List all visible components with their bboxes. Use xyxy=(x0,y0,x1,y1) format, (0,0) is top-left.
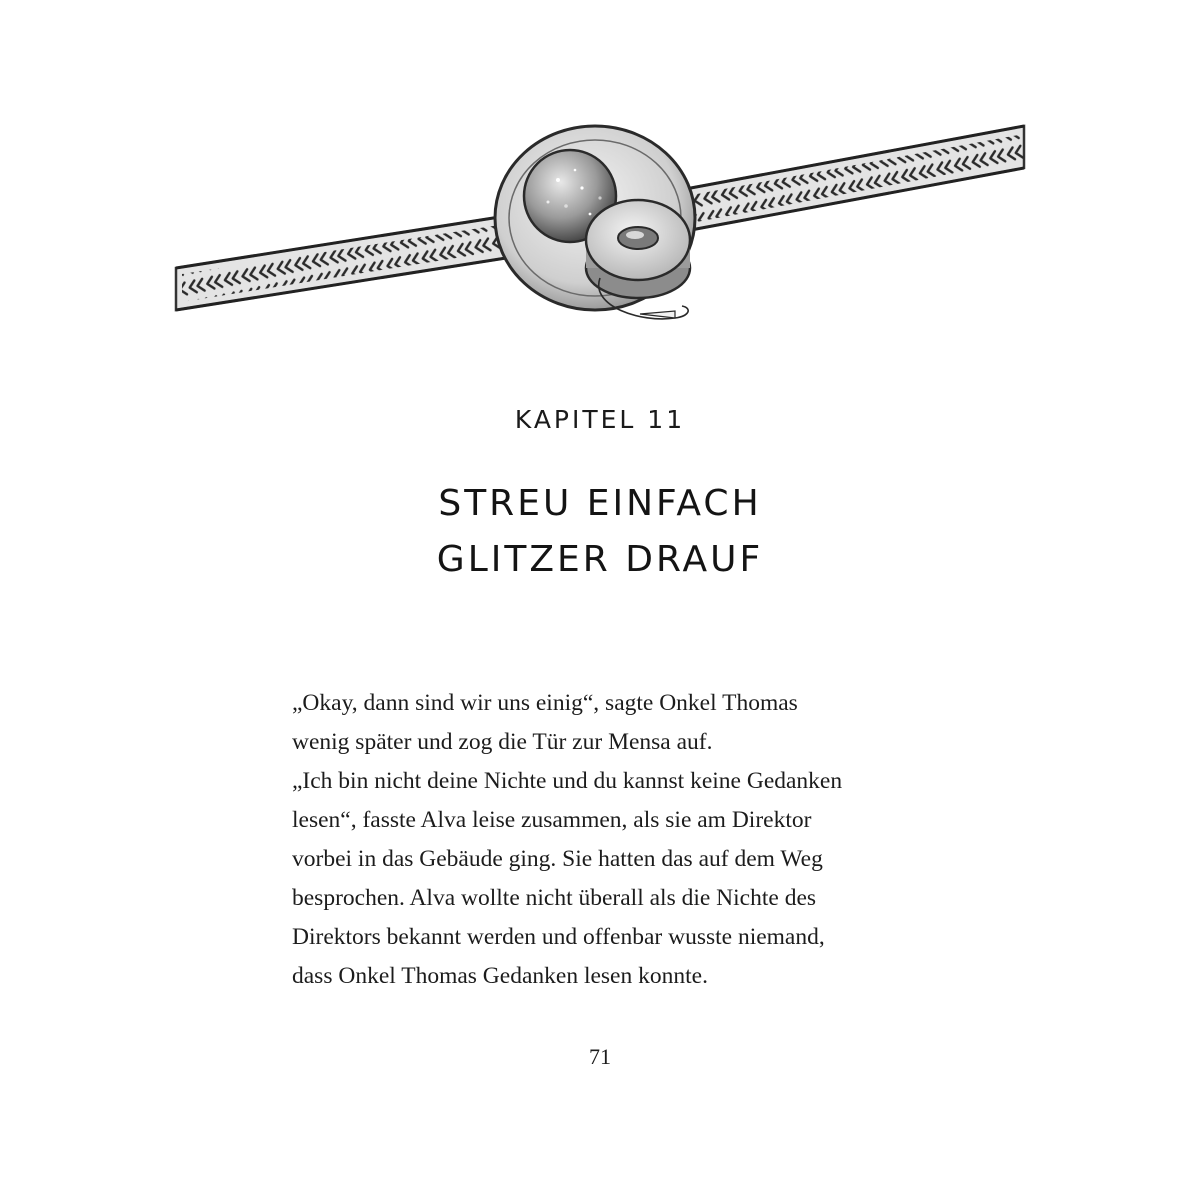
body-paragraph xyxy=(292,684,932,996)
page-number: 71 xyxy=(589,1044,611,1069)
body-line: lesen“, fasste Alva leise zusammen, als sie am Direktor xyxy=(292,807,812,833)
body-line: „Okay, dann sind wir uns einig“, sagte Onkel Thomas xyxy=(292,690,798,716)
body-line: dass Onkel Thomas Gedanken lesen konnte. xyxy=(292,963,708,989)
body-line: wenig später und zog die Tür zur Mensa auf. xyxy=(292,729,713,755)
ornament-band-right xyxy=(680,126,1024,232)
chapter-title-line: GLITZER DRAUF xyxy=(436,539,764,580)
chapter-label: KAPITEL 11 xyxy=(514,405,686,434)
chapter-ornament xyxy=(170,118,1030,338)
chapter-title xyxy=(0,476,1200,588)
body-line: besprochen. Alva wollte nicht überall als die Nichte des xyxy=(292,885,817,911)
chapter-title-line: STREU EINFACH xyxy=(438,483,762,524)
body-line: Direktors bekannt werden und offenbar wusste niemand, xyxy=(292,924,825,950)
ornament-band-left xyxy=(176,216,506,310)
body-line: „Ich bin nicht deine Nichte und du kannst keine Gedanken xyxy=(292,768,843,794)
body-line: vorbei in das Gebäude ging. Sie hatten das auf dem Weg xyxy=(292,846,823,872)
